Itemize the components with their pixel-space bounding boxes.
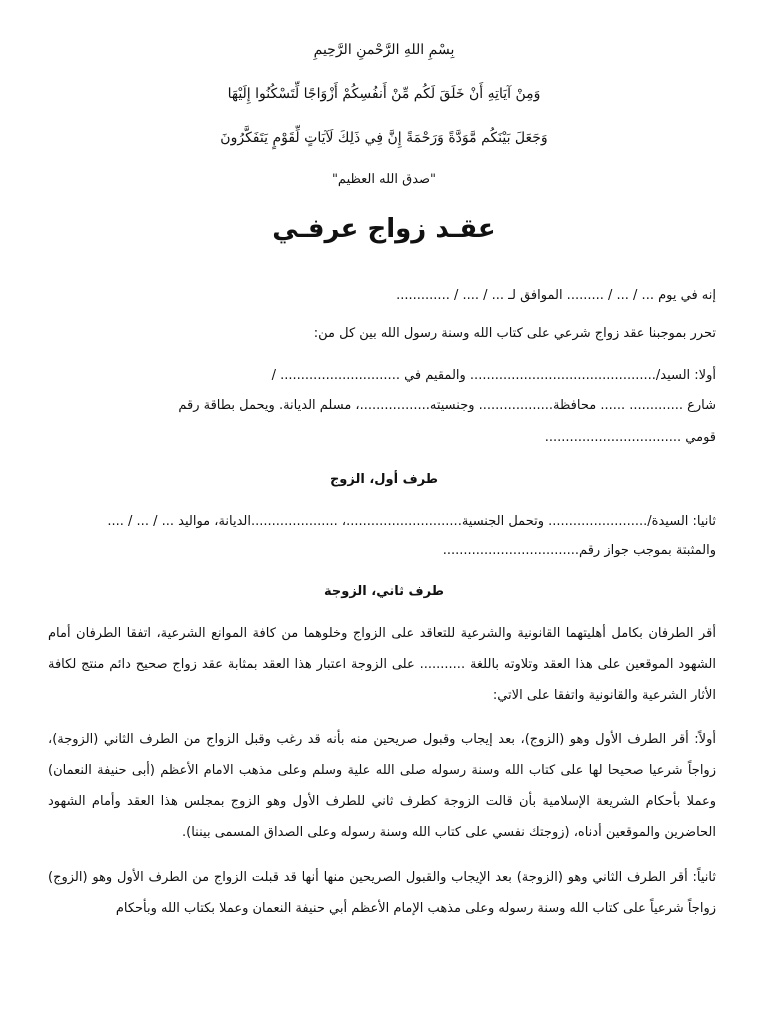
second-clause-paragraph: ثانياً: أقر الطرف الثاني وهو (الزوجة) بعد الإيجاب والقبول الصريحين منها أنها قد قبلت الزواج من الطرف الأول وهو (الزوج) زواجاً شرعياً على كتاب الله وسنة رسوله وعلى مذهب الإمام الأعظم أبي حنيفة النعمان وعملا بكتاب الله وبأحكام [48,870,716,916]
husband-heading: طرف أول، الزوج [329,472,439,487]
husband-line-1: أولا: السيد/............................................. والمقيم في ............................. / [271,368,716,383]
verse-line-1: وَمِنْ آيَاتِهِ أَنْ خَلَقَ لَكُم مِّنْ أَنفُسِكُمْ أَزْوَاجًا لِّتَسْكُنُوا إِلَيْهَا [227,86,541,102]
date-line: إنه في يوم ... / ... / ......... الموافق لـ ... / .... / ............. [396,288,716,303]
acknowledgement-paragraph: أقر الطرفان بكامل أهليتهما القانونية والشرعية للتعاقد على الزواج وخلوهما من كافة الموانع الشرعية، اتفقا الطرفان أمام الشهود الموقعين على هذا العقد وتلاوته باللغة ........... على الزوجة اعتبار هذا العقد بمثابة عقد زواج صحيح دائم منتج لكافة الأثار الشرعية والقانونية واتفقا على الاتي: [48,626,716,703]
sadaq-line: "صدق الله العظيم" [331,172,437,187]
husband-line-2: شارع ............. ...... محافظة.................. وجنسيته.................، مسلم الديانة. ويحمل بطاقة رقم [178,398,716,413]
first-clause-paragraph: أولاً: أقر الطرف الأول وهو (الزوج)، بعد إيجاب وقبول صريحين منه بأنه قد رغب وقبل الزواج من الطرف الثاني (الزوجة)، زواجاً شرعيا صحيحا لها على كتاب الله وسنة رسوله صلى الله علية وسلم وعلى مذهب الامام الأعظم (أبى حنيفة النعمان) وعملا بأحكام الشريعة الإسلامية بأن قالت الزوجة كطرف ثاني للطرف الأول وهو الزوج بمجلس هذا العقد وأمام الشهود الحاضرين والموقعين أدناه، (زوجتك نفسي على كتاب الله وسنة رسوله وعلى الصداق المسمى بيننا). [48,732,716,840]
wife-heading: طرف ثاني، الزوجة [324,584,444,599]
wife-line-2: والمثبتة بموجب جواز رقم................................. [442,543,716,558]
document-title: عقـد زواج عرفـي [272,214,496,244]
intro-line: تحرر بموجبنا عقد زواج شرعي على كتاب الله وسنة رسول الله بين كل من: [313,326,716,341]
wife-line-1: ثانيا: السيدة/........................ وتحمل الجنسية............................، .....................الديانة، مواليد ... / ... / .... [107,514,716,529]
husband-line-3: قومي ................................. [544,430,716,445]
basmala: بِسْمِ اللهِ الرَّحْمنِ الرَّحِيمِ [313,42,455,58]
verse-line-2: وَجَعَلَ بَيْنَكُم مَّوَدَّةً وَرَحْمَةً إِنَّ فِي ذَلِكَ لَآيَاتٍ لِّقَوْمٍ يَتَفَكَّرُونَ [220,130,548,146]
